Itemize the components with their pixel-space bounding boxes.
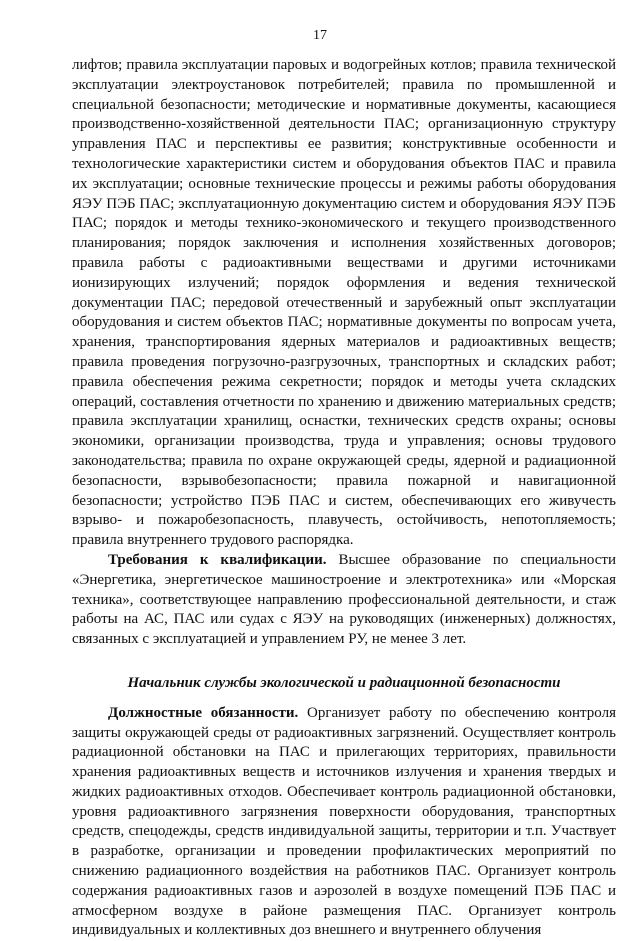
paragraph-duties	[72, 704, 616, 941]
section-title: Начальник службы экологической и радиационной безопасности	[127, 674, 561, 691]
paragraph-knowledge-list: лифтов; правила эксплуатации паровых и водогрейных котлов; правила технической эксплуатации электроустановок потребителей; правила по промышленной и специальной безопасности; методические и нормативные документы, касающиеся производственно-хозяйственной деятельности ПАС; организационную структуру управления ПАС и перспективы ее развития; конструктивные особенности и технологические характеристики систем и оборудования объектов ПАС и правила их эксплуатации; основные технические процессы и режимы работы оборудования ЯЭУ ПЭБ ПАС; эксплуатационную документацию систем и оборудования ЯЭУ ПЭБ ПАС; порядок и методы технико-экономического и текущего производственного планирования; порядок заключения и исполнения хозяйственных договоров; правила работы с радиоактивными веществами и другими источниками ионизирующих излучений; порядок оформления и ведения технической документации ПАС; передовой отечественный и зарубежный опыт эксплуатации оборудования и систем объектов ПАС; нормативные документы по вопросам учета, хранения, транспортирования ядерных материалов и радиоактивных веществ; правила проведения погрузочно-разгрузочных, транспортных и складских работ; правила обеспечения режима секретности; порядок и методы учета складских операций, составления отчетности по хранению и движению материальных средств; правила эксплуатации хранилищ, оснастки, технических средств охраны; основы экономики, организации производства, труда и управления; основы трудового законодательства; правила по охране окружающей среды, ядерной и радиационной безопасности, взрывобезопасности; правила пожарной и навигационной безопасности; устройство ПЭБ ПАС и систем, обеспечивающих его живучесть взрыво- и пожаробезопасность, плавучесть, остойчивость, непотопляемость; правила внутреннего трудового распорядка.	[72, 57, 616, 549]
duties-heading: Должностные обязанности.	[108, 704, 299, 721]
duties-text: Организует работу по обеспечению контроля защиты окружающей среды от радиоактивных загрязнений. Осуществляет контроль радиационной обстановки на ПАС и прилегающих территориях, правильности хранения радиоактивных веществ и источников излучения и хранения твердых и жидких радиоактивных отходов. Обеспечивает контроль радиационной обстановки, уровня радиоактивного загрязнения поверхности оборудования, транспортных средств, спецодежды, средств индивидуальной защиты, территории и т.п. Участвует в разработке, организации и проведении профилактических мероприятий по снижению радиационного воздействия на работников ПАС. Организует контроль содержания радиоактивных газов и аэрозолей в воздухе помещений ПЭБ ПАС и атмосферном воздухе в районе размещения ПАС. Организует контроль индивидуальных и коллективных доз внешнего и внутреннего облучения	[72, 704, 616, 939]
page-content	[72, 56, 616, 941]
paragraph-qualification	[72, 551, 616, 650]
page-number: 17	[313, 28, 327, 43]
qualification-heading: Требования к квалификации.	[108, 551, 327, 568]
qualification-text: Высшее образование по специальности «Энергетика, энергетическое машиностроение и электротехника» или «Морская техника», соответствующее направлению профессиональной деятельности, и стаж работы на АС, ПАС или судах с ЯЭУ на руководящих (инженерных) должностях, связанных с эксплуатацией и управлением РУ, не менее 3 лет.	[72, 551, 616, 648]
